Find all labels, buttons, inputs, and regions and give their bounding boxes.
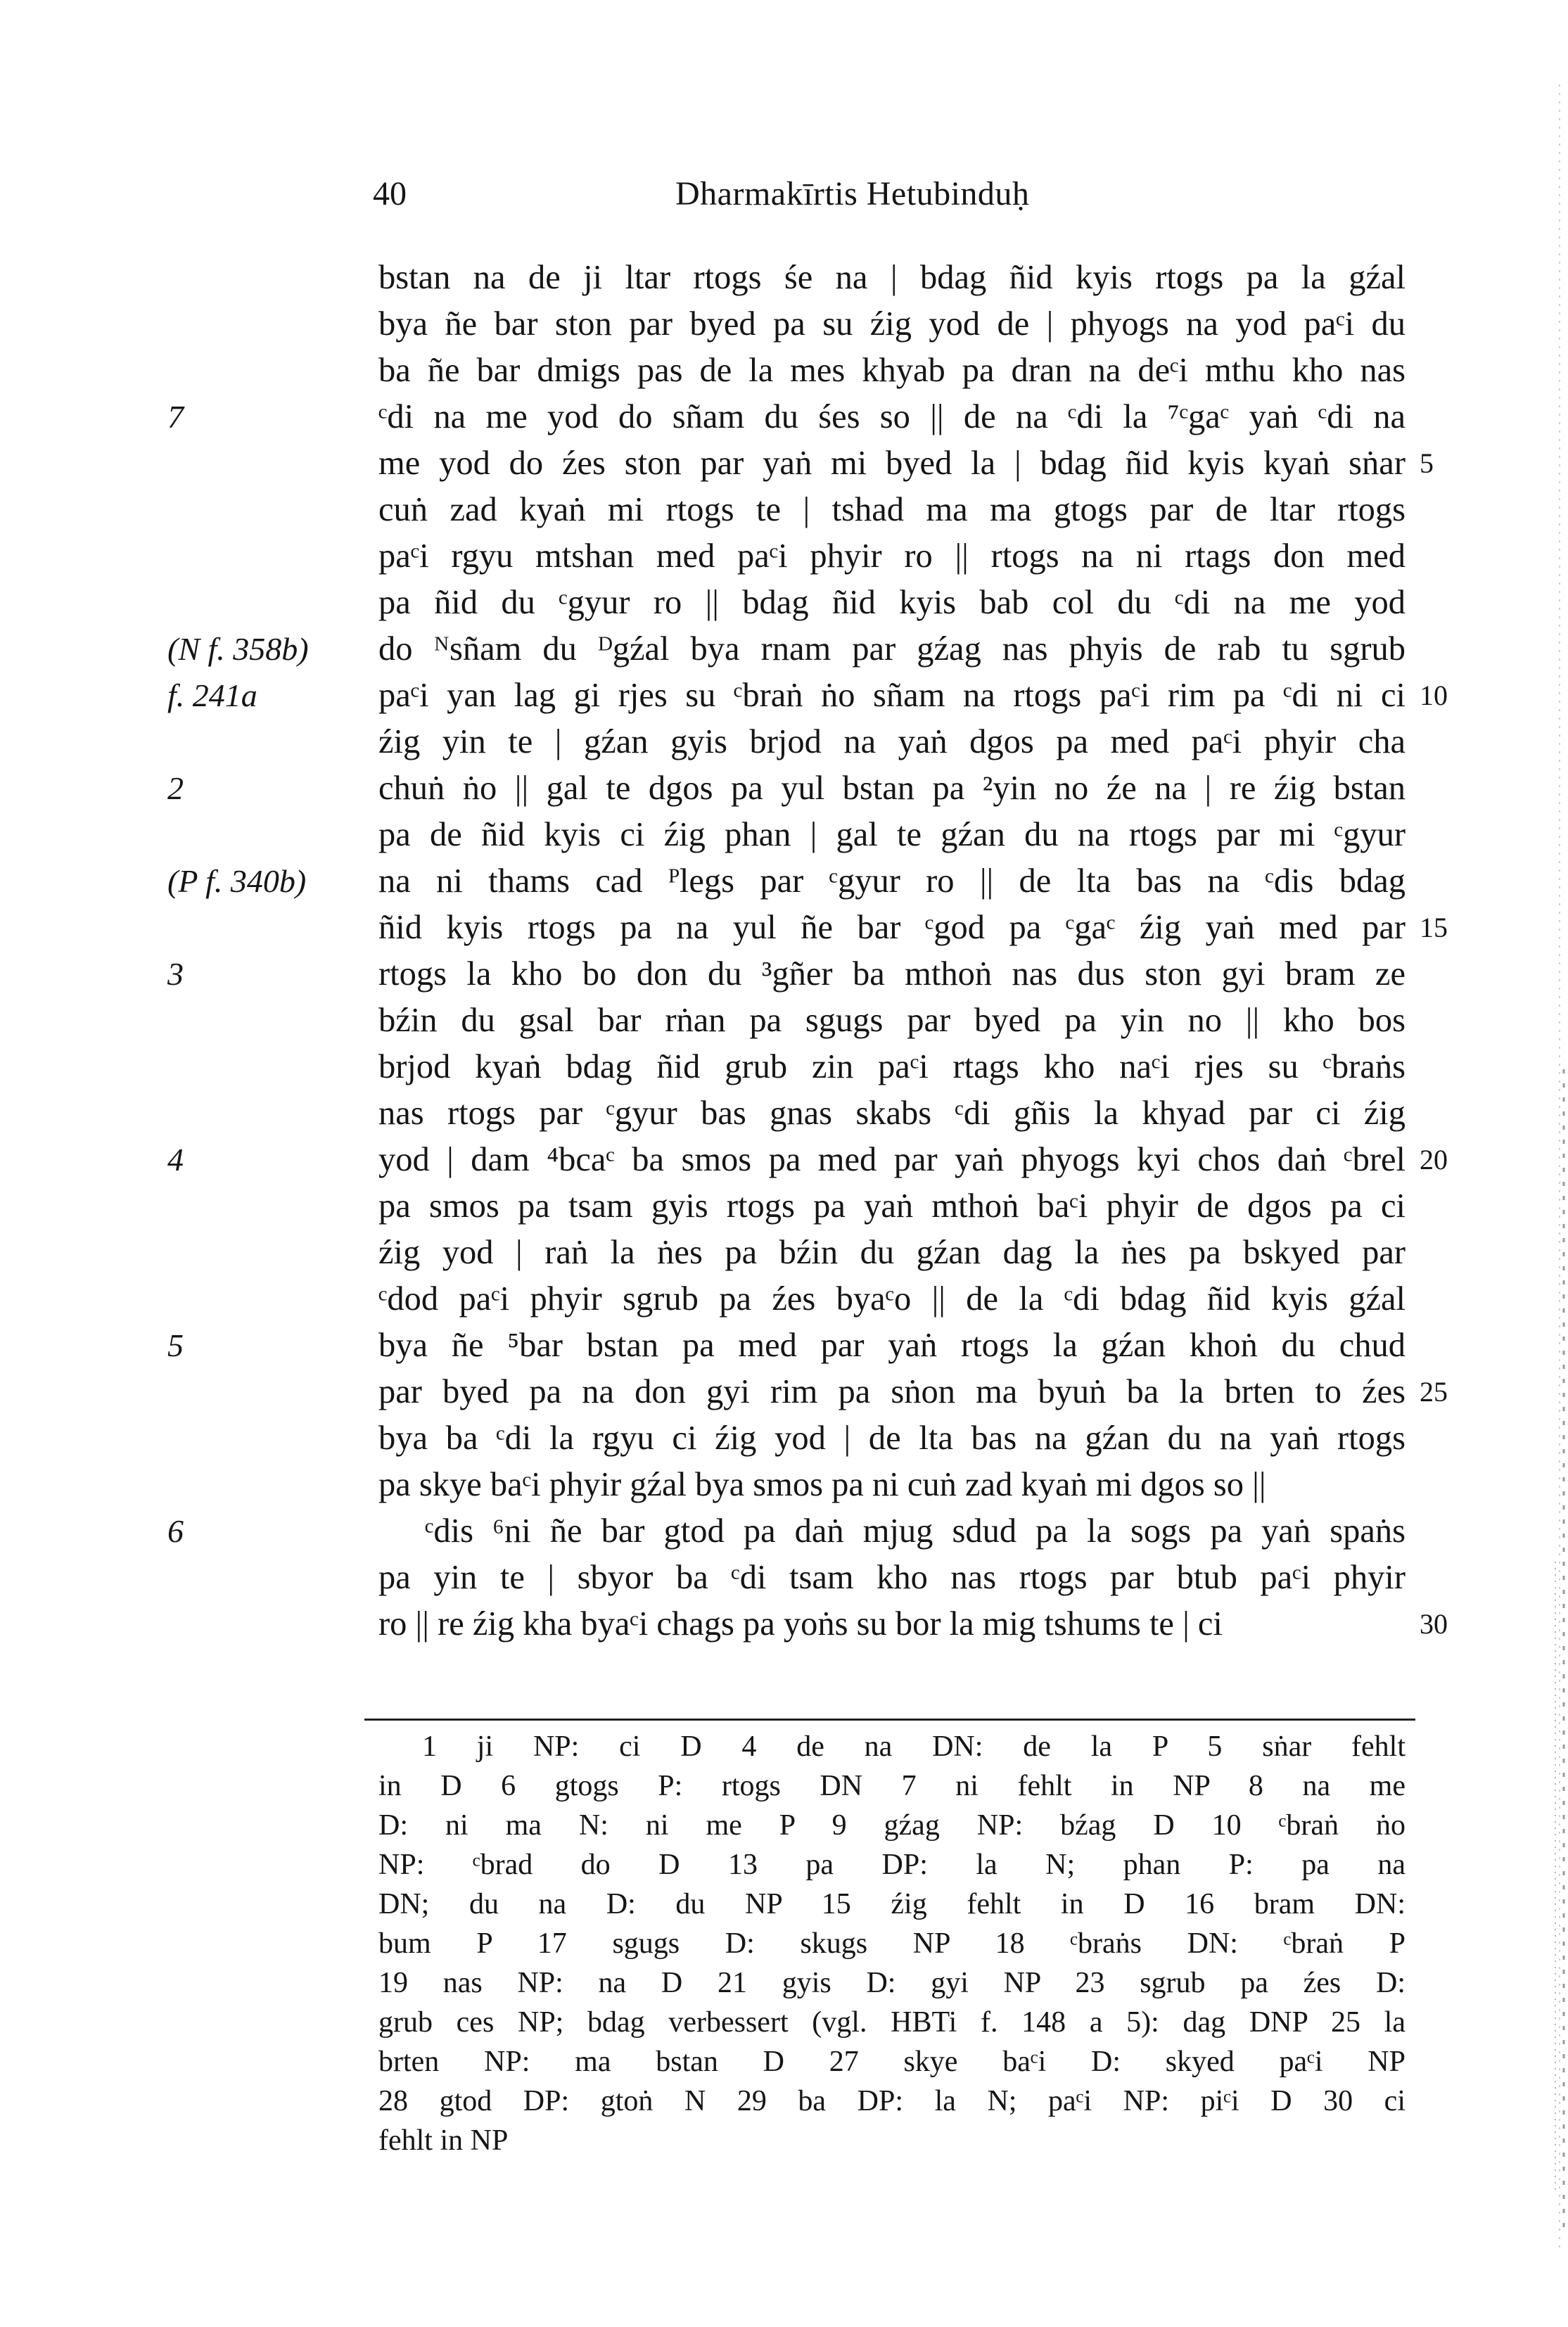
- text-line: nas rtogs par ᶜgyur bas gnas skabs ᶜdi gñis la khyad par ci źig: [378, 1095, 1406, 1132]
- margin-reference: 4: [167, 1142, 184, 1178]
- footnote-line: NP: ᶜbrad do D 13 pa DP: la N; phan P: pa na: [378, 1849, 1406, 1881]
- text-line: pa ñid du ᶜgyur ro || bdag ñid kyis bab col du ᶜdi na me yod: [378, 584, 1406, 621]
- footnote-rule: [364, 1719, 1415, 1721]
- text-line: ro || re źig kha byaᶜi chags pa yoṅs su bor la mig tshums te | ci: [378, 1605, 1223, 1643]
- text-line: bya ñe ⁵bar bstan pa med par yaṅ rtogs la gźan khoṅ du chud: [378, 1327, 1406, 1364]
- footnote-line: in D 6 gtogs P: rtogs DN 7 ni fehlt in NP 8 na me: [378, 1770, 1406, 1802]
- text-line: bstan na de ji ltar rtogs śe na | bdag ñid kyis rtogs pa la gźal: [378, 259, 1406, 296]
- text-line: brjod kyaṅ bdag ñid grub zin paᶜi rtags kho naᶜi rjes su ᶜbraṅs: [378, 1048, 1406, 1085]
- page-number: 40: [373, 175, 407, 212]
- margin-reference: 6: [167, 1513, 184, 1549]
- text-line: cuṅ zad kyaṅ mi rtogs te | tshad ma ma gtogs par de ltar rtogs: [378, 491, 1406, 528]
- margin-reference: 2: [167, 770, 184, 806]
- text-line: ba ñe bar dmigs pas de la mes khyab pa dran na deᶜi mthu kho nas: [378, 352, 1406, 389]
- line-number: 20: [1420, 1144, 1448, 1175]
- line-number: 30: [1420, 1608, 1448, 1640]
- footnote-line: DN; du na D: du NP 15 źig fehlt in D 16 bram DN:: [378, 1888, 1406, 1920]
- margin-reference: 7: [167, 399, 184, 435]
- text-line: bya ñe bar ston par byed pa su źig yod de | phyogs na yod paᶜi du: [378, 305, 1406, 343]
- line-number: 5: [1420, 447, 1434, 479]
- text-line: do ᴺsñam du ᴰgźal bya rnam par gźag nas phyis de rab tu sgrub: [378, 630, 1406, 668]
- text-line: bya ba ᶜdi la rgyu ci źig yod | de lta bas na gźan du na yaṅ rtogs: [378, 1420, 1406, 1457]
- text-line: pa yin te | sbyor ba ᶜdi tsam kho nas rtogs par btub paᶜi phyir: [378, 1559, 1406, 1596]
- text-line: paᶜi yan lag gi rjes su ᶜbraṅ ṅo sñam na rtogs paᶜi rim pa ᶜdi ni ci: [378, 677, 1406, 714]
- text-line: na ni thams cad ᴾlegs par ᶜgyur ro || de lta bas na ᶜdis bdag: [378, 862, 1406, 900]
- text-line: pa skye baᶜi phyir gźal bya smos pa ni cuṅ zad kyaṅ mi dgos so ||: [378, 1466, 1266, 1503]
- scan-edge-artifact: [1550, 84, 1568, 2251]
- line-number: 25: [1420, 1376, 1448, 1408]
- margin-reference: (N f. 358b): [167, 631, 309, 667]
- text-line: pa smos pa tsam gyis rtogs pa yaṅ mthoṅ baᶜi phyir de dgos pa ci: [378, 1187, 1406, 1225]
- text-line: ᶜdod paᶜi phyir sgrub pa źes byaᶜo || de la ᶜdi bdag ñid kyis gźal: [378, 1280, 1406, 1318]
- text-line: chuṅ ṅo || gal te dgos pa yul bstan pa ²yin no źe na | re źig bstan: [378, 770, 1406, 807]
- text-line: źig yin te | gźan gyis brjod na yaṅ dgos pa med paᶜi phyir cha: [378, 723, 1406, 760]
- margin-reference: 5: [167, 1327, 184, 1363]
- margin-reference: f. 241a: [167, 677, 257, 713]
- text-line: pa de ñid kyis ci źig phan | gal te gźan du na rtogs par mi ᶜgyur: [378, 816, 1406, 853]
- footnote-line: brten NP: ma bstan D 27 skye baᶜi D: skyed paᶜi NP: [378, 2046, 1406, 2078]
- text-line: yod | dam ⁴bcaᶜ ba smos pa med par yaṅ phyogs kyi chos daṅ ᶜbrel: [378, 1141, 1406, 1178]
- footnote-line: grub ces NP; bdag verbessert (vgl. HBTi f. 148 a 5): dag DNP 25 la: [378, 2006, 1406, 2039]
- footnote-line: 19 nas NP: na D 21 gyis D: gyi NP 23 sgrub pa źes D:: [378, 1967, 1406, 1999]
- text-line: par byed pa na don gyi rim pa sṅon ma byuṅ ba la brten to źes: [378, 1373, 1406, 1410]
- text-line: ᶜdi na me yod do sñam du śes so || de na ᶜdi la ⁷ᶜgaᶜ yaṅ ᶜdi na: [378, 398, 1406, 435]
- footnote-line: bum P 17 sgugs D: skugs NP 18 ᶜbraṅs DN: ᶜbraṅ P: [378, 1927, 1406, 1960]
- line-number: 15: [1420, 912, 1448, 943]
- footnote-line: 1 ji NP: ci D 4 de na DN: de la P 5 sṅar fehlt: [422, 1730, 1406, 1763]
- footnote-line: 28 gtod DP: gtoṅ N 29 ba DP: la N; paᶜi NP: piᶜi D 30 ci: [378, 2085, 1406, 2117]
- text-line: rtogs la kho bo don du ³gñer ba mthoṅ nas dus ston gyi bram ze: [378, 955, 1406, 993]
- footnote-line: fehlt in NP: [378, 2124, 509, 2157]
- margin-reference: (P f. 340b): [167, 863, 307, 899]
- text-line: paᶜi rgyu mtshan med paᶜi phyir ro || rtogs na ni rtags don med: [378, 537, 1406, 575]
- text-line: ᶜdis ⁶ni ñe bar gtod pa daṅ mjug sdud pa la sogs pa yaṅ spaṅs: [425, 1512, 1406, 1550]
- text-line: źig yod | raṅ la ṅes pa bźin du gźan dag la ṅes pa bskyed par: [378, 1234, 1406, 1271]
- line-number: 10: [1420, 680, 1448, 711]
- text-line: bźin du gsal bar rṅan pa sgugs par byed pa yin no || kho bos: [378, 1002, 1406, 1039]
- margin-reference: 3: [167, 956, 184, 992]
- text-line: me yod do źes ston par yaṅ mi byed la | bdag ñid kyis kyaṅ sṅar: [378, 445, 1406, 482]
- running-head: Dharmakīrtis Hetubinduḥ: [675, 175, 1030, 212]
- footnote-line: D: ni ma N: ni me P 9 gźag NP: bźag D 10 ᶜbraṅ ṅo: [378, 1809, 1406, 1842]
- text-line: ñid kyis rtogs pa na yul ñe bar ᶜgod pa ᶜgaᶜ źig yaṅ med par: [378, 909, 1406, 946]
